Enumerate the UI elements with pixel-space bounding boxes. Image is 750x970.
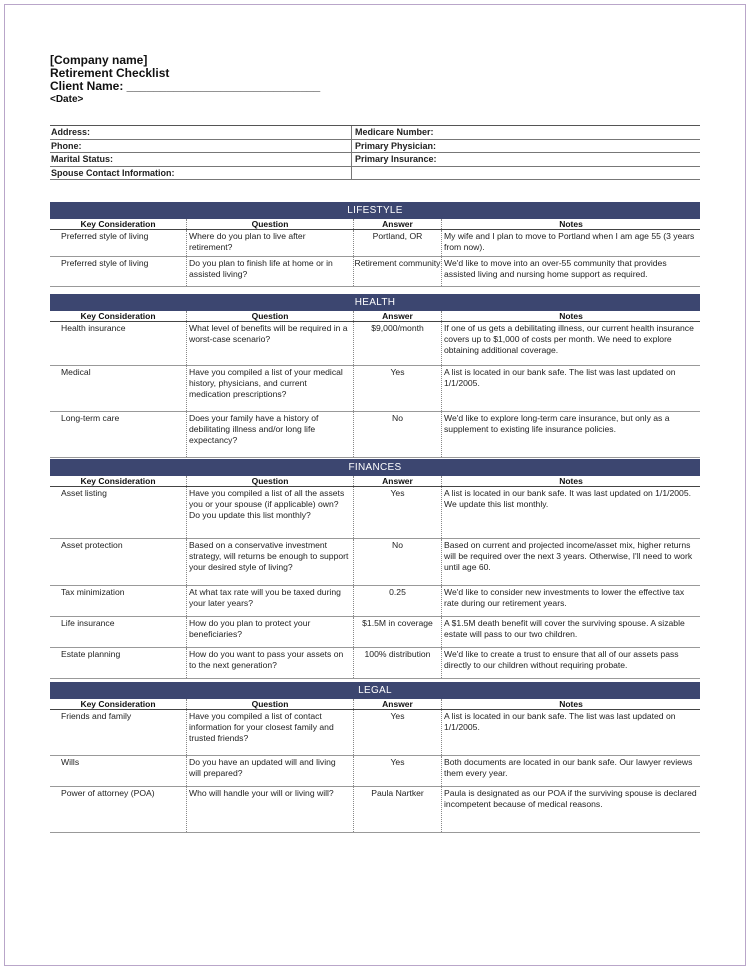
cell-answer: $1.5M in coverage xyxy=(354,617,442,647)
table-row xyxy=(50,756,700,787)
cell-notes: We'd like to create a trust to ensure that all of our assets pass directly to our children without requiring probate. xyxy=(444,649,679,670)
cell-key: Medical xyxy=(50,366,187,411)
cell-notes: Based on current and projected income/asset mix, higher returns will be required over the next 3 years. Otherwise, I'll need to work until age 60. xyxy=(444,540,693,572)
table-row xyxy=(50,230,700,257)
column-header-notes: Notes xyxy=(559,476,583,486)
cell-question: What level of benefits will be required in a worst-case scenario? xyxy=(187,322,354,365)
cell-key: Preferred style of living xyxy=(50,257,187,286)
section-title: LIFESTYLE xyxy=(50,202,700,219)
cell-question: Have you compiled a list of your medical history, physicians, and current medication prescriptions? xyxy=(187,366,354,411)
table-row xyxy=(50,412,700,458)
table-row xyxy=(50,648,700,679)
cell-answer: No xyxy=(354,539,442,585)
section-title: FINANCES xyxy=(50,459,700,476)
cell-question: Do you plan to finish life at home or in assisted living? xyxy=(187,257,354,286)
column-header-notes: Notes xyxy=(559,699,583,709)
section-health xyxy=(50,294,700,458)
column-header-notes: Notes xyxy=(559,311,583,321)
cell-key: Long-term care xyxy=(50,412,187,457)
cell-notes: A $1.5M death benefit will cover the surviving spouse. A sizable estate will pass to our two children. xyxy=(444,618,685,639)
column-header-question: Question xyxy=(187,699,354,709)
cell-answer: Yes xyxy=(354,756,442,786)
table-row xyxy=(50,539,700,586)
cell-answer: Yes xyxy=(354,366,442,411)
cell-notes: Both documents are located in our bank safe. Our lawyer reviews them every year. xyxy=(444,757,693,778)
cell-key: Life insurance xyxy=(50,617,187,647)
cell-notes: My wife and I plan to move to Portland when I am age 55 (3 years from now). xyxy=(444,231,695,252)
column-header-row xyxy=(50,311,700,322)
cell-notes: We'd like to explore long-term care insurance, but only as a supplement to existing life insurance policies. xyxy=(444,413,670,434)
cell-question: Does your family have a history of debilitating illness and/or long life expectancy? xyxy=(187,412,354,457)
document-header xyxy=(50,54,700,106)
spouse-contact-value xyxy=(352,167,700,180)
primary-physician-label: Primary Physician: xyxy=(355,140,437,151)
cell-question: Where do you plan to live after retirement? xyxy=(187,230,354,256)
column-header-answer: Answer xyxy=(354,219,442,229)
client-info-table xyxy=(50,125,700,180)
section-legal xyxy=(50,682,700,833)
cell-key: Preferred style of living xyxy=(50,230,187,256)
cell-answer: No xyxy=(354,412,442,457)
column-header-answer: Answer xyxy=(354,311,442,321)
cell-key: Power of attorney (POA) xyxy=(50,787,187,832)
section-finances xyxy=(50,459,700,679)
document xyxy=(50,53,700,809)
cell-notes: If one of us gets a debilitating illness, our current health insurance covers up to $1,000 of costs per month. We need to explore obtaining additional coverage. xyxy=(444,323,694,355)
column-header-question: Question xyxy=(187,219,354,229)
date-placeholder: <Date> xyxy=(50,94,84,105)
column-header-question: Question xyxy=(187,311,354,321)
marital-status-label: Marital Status: xyxy=(50,153,352,166)
info-row-address xyxy=(50,126,700,140)
cell-question: Do you have an updated will and living will prepared? xyxy=(187,756,354,786)
cell-question: Who will handle your will or living will? xyxy=(187,787,354,832)
cell-answer: 0.25 xyxy=(354,586,442,616)
cell-notes: We'd like to move into an over-55 community that provides assisted living and nursing home support as required. xyxy=(444,258,667,279)
cell-notes: Paula is designated as our POA if the surviving spouse is declared incompetent because of medical reasons. xyxy=(444,788,697,809)
cell-key: Asset protection xyxy=(50,539,187,585)
cell-answer: Retirement community xyxy=(354,257,442,286)
cell-key: Asset listing xyxy=(50,487,187,538)
table-row xyxy=(50,366,700,412)
cell-notes: We'd like to consider new investments to lower the effective tax rate during our retirement years. xyxy=(444,587,685,608)
column-header-row xyxy=(50,699,700,710)
cell-key: Friends and family xyxy=(50,710,187,755)
column-header-answer: Answer xyxy=(354,699,442,709)
table-row xyxy=(50,787,700,833)
cell-question: How do you want to pass your assets on to the next generation? xyxy=(187,648,354,678)
table-row xyxy=(50,487,700,539)
table-row xyxy=(50,322,700,366)
cell-question: How do you plan to protect your beneficiaries? xyxy=(187,617,354,647)
cell-notes: A list is located in our bank safe. It was last updated on 1/1/2005. We update this list monthly. xyxy=(444,488,691,509)
document-title: Retirement Checklist xyxy=(50,66,170,80)
column-header-row xyxy=(50,219,700,230)
info-row-spouse xyxy=(50,167,700,181)
cell-answer: Yes xyxy=(354,710,442,755)
cell-key: Estate planning xyxy=(50,648,187,678)
column-header-answer: Answer xyxy=(354,476,442,486)
cell-answer: 100% distribution xyxy=(354,648,442,678)
table-row xyxy=(50,617,700,648)
table-row xyxy=(50,710,700,756)
table-row xyxy=(50,586,700,617)
column-header-key: Key Consideration xyxy=(50,699,187,709)
cell-key: Wills xyxy=(50,756,187,786)
cell-question: Have you compiled a list of all the assets you or your spouse (if applicable) own? Do you update this list monthly? xyxy=(187,487,354,538)
cell-key: Tax minimization xyxy=(50,586,187,616)
cell-answer: Yes xyxy=(354,487,442,538)
table-row xyxy=(50,257,700,287)
phone-label: Phone: xyxy=(50,140,352,153)
column-header-notes: Notes xyxy=(559,219,583,229)
cell-notes: A list is located in our bank safe. The list was last updated on 1/1/2005. xyxy=(444,367,676,388)
info-row-marital xyxy=(50,153,700,167)
cell-answer: $9,000/month xyxy=(354,322,442,365)
cell-answer: Portland, OR xyxy=(354,230,442,256)
cell-question: At what tax rate will you be taxed during your later years? xyxy=(187,586,354,616)
column-header-key: Key Consideration xyxy=(50,311,187,321)
column-header-key: Key Consideration xyxy=(50,476,187,486)
column-header-key: Key Consideration xyxy=(50,219,187,229)
section-lifestyle xyxy=(50,202,700,287)
address-label: Address: xyxy=(50,126,352,139)
cell-question: Based on a conservative investment strategy, will returns be enough to support your desired style of living? xyxy=(187,539,354,585)
cell-question: Have you compiled a list of contact information for your closest family and trusted friends? xyxy=(187,710,354,755)
column-header-question: Question xyxy=(187,476,354,486)
company-name: [Company name] xyxy=(50,53,148,67)
primary-insurance-label: Primary Insurance: xyxy=(355,154,437,164)
medicare-number-label: Medicare Number: xyxy=(355,127,434,137)
spouse-contact-label: Spouse Contact Information: xyxy=(50,167,352,180)
cell-notes: A list is located in our bank safe. The list was last updated on 1/1/2005. xyxy=(444,711,676,732)
section-title: LEGAL xyxy=(50,682,700,699)
cell-answer: Paula Nartker xyxy=(354,787,442,832)
section-title: HEALTH xyxy=(50,294,700,311)
column-header-row xyxy=(50,476,700,487)
info-row-phone xyxy=(50,140,700,154)
client-name-line: Client Name: _____________________________ xyxy=(50,79,321,93)
cell-key: Health insurance xyxy=(50,322,187,365)
